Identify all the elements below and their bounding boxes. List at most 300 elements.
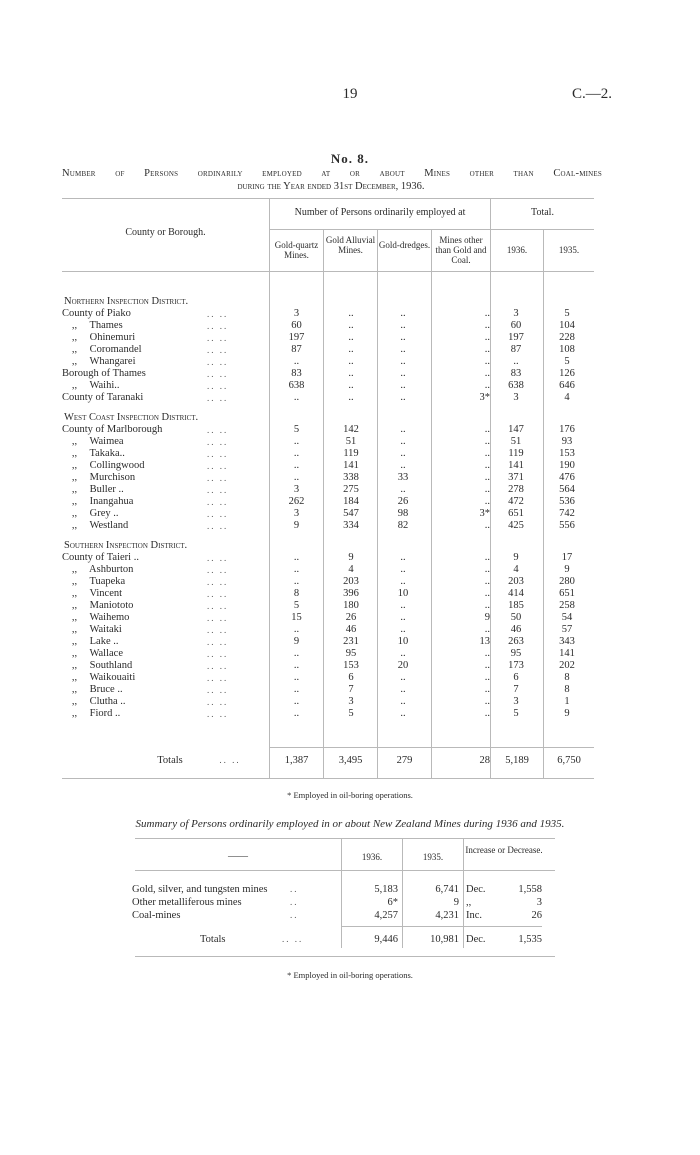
total-1936-cell: 46 (510, 624, 522, 635)
county-header: County or Borough. (125, 227, 206, 238)
table-row (62, 612, 592, 624)
county-name: Fiord .. (89, 708, 121, 719)
gold-alluvial-cell: .. (348, 332, 354, 343)
totals-dots: .. .. (219, 755, 241, 765)
county-prefix: County of (62, 552, 105, 563)
mines-other-cell: .. (484, 496, 490, 507)
gold-dredges-cell: .. (400, 332, 406, 343)
gold-alluvial-cell: 334 (343, 520, 359, 531)
table-row (62, 564, 592, 576)
table-row (62, 576, 592, 588)
total-1936-cell: 651 (508, 508, 524, 519)
summary-leader-dots: .. (290, 884, 299, 894)
total-1936-cell: 203 (508, 576, 524, 587)
table-row (62, 552, 592, 564)
mines-other-cell: .. (484, 344, 490, 355)
county-name-cell (62, 424, 207, 436)
county-prefix: ,, (71, 624, 78, 635)
gold-quartz-cell: 197 (288, 332, 305, 343)
county-name-cell (62, 636, 207, 648)
summary-header-rule (135, 870, 555, 871)
county-name: Clutha .. (89, 696, 126, 707)
gold-alluvial-cell: 4 (348, 564, 354, 575)
gold-quartz-cell: 3 (293, 484, 300, 495)
leader-dots: .. .. (207, 393, 229, 403)
total-1935-cell: 108 (559, 344, 575, 355)
gold-quartz-cell: .. (293, 660, 300, 671)
table-row (62, 508, 592, 520)
gold-dredges-cell: .. (400, 368, 406, 379)
mines-other-cell: .. (484, 356, 490, 367)
table-row (62, 460, 592, 472)
gold-alluvial-cell: 184 (343, 496, 359, 507)
table-row (62, 484, 592, 496)
county-name: Bruce .. (89, 684, 123, 695)
gold-alluvial-cell: .. (348, 380, 354, 391)
summary-totals-1936: 9,446 (374, 934, 398, 945)
gold-quartz-cell: .. (293, 436, 300, 447)
county-name-cell (62, 588, 207, 600)
county-prefix: County of (62, 392, 105, 403)
total-1935-cell: 17 (561, 552, 573, 563)
leader-dots: .. .. (207, 521, 229, 531)
county-name-cell (62, 648, 207, 660)
gold-quartz-cell: 83 (291, 368, 302, 379)
leader-dots: .. .. (207, 697, 229, 707)
leader-dots: .. .. (207, 577, 229, 587)
total-1935-cell: 141 (559, 648, 575, 659)
mines-other-cell: .. (484, 436, 490, 447)
leader-dots: .. .. (207, 589, 229, 599)
gold-alluvial-cell: 396 (343, 588, 359, 599)
table-row (62, 472, 592, 484)
mines-other-cell: .. (484, 424, 490, 435)
total-1936-cell: .. (513, 356, 519, 367)
leader-dots: .. .. (207, 425, 229, 435)
gold-quartz-cell: .. (293, 708, 300, 719)
gold-alluvial-cell: .. (348, 320, 354, 331)
gold-alluvial-cell: 95 (345, 648, 357, 659)
gold-quartz-cell: .. (293, 576, 300, 587)
summary-row-1935: 6,741 (435, 884, 459, 895)
mines-other-cell: .. (484, 564, 490, 575)
total-1935-cell: 742 (559, 508, 575, 519)
gold-dredges-cell: .. (400, 564, 406, 575)
gold-dredges-cell: .. (400, 308, 406, 319)
total-1936-header: 1936. (506, 245, 528, 255)
county-name-cell (62, 380, 207, 392)
summary-leader-dots: .. (290, 910, 299, 920)
county-prefix: ,, (71, 612, 78, 623)
section-heading: West Coast Inspection District. (64, 412, 199, 423)
gold-dredges-cell: .. (400, 436, 406, 447)
total-1936-cell: 119 (508, 448, 524, 459)
total-1935-cell: 5 (564, 308, 570, 319)
county-name-cell (62, 484, 207, 496)
county-prefix: ,, (71, 484, 78, 495)
total-1936-cell: 83 (510, 368, 522, 379)
mines-other-cell: 3* (479, 508, 490, 519)
header-bottom-rule (62, 271, 594, 272)
mines-other-cell: .. (484, 520, 490, 531)
gold-alluvial-cell: 7 (348, 684, 354, 695)
gold-dredges-cell: 98 (397, 508, 409, 519)
totals-1935: 6,750 (557, 755, 581, 766)
total-1936-cell: 5 (513, 708, 519, 719)
summary-row-1936: 6* (387, 897, 398, 908)
county-name: Vincent (89, 588, 123, 599)
county-name: Lake .. (89, 636, 119, 647)
county-prefix: Borough of (62, 368, 111, 379)
county-name: Inangahua (89, 496, 134, 507)
gold-dredges-cell: 26 (397, 496, 409, 507)
county-name-cell (62, 672, 207, 684)
totals-rule (270, 747, 594, 748)
county-name: Whangarei (89, 356, 136, 367)
gold-dredges-cell: .. (400, 684, 406, 695)
mines-other-cell: .. (484, 484, 490, 495)
table-row (62, 636, 592, 648)
county-name: Collingwood (89, 460, 145, 471)
gold-dredges-cell: .. (400, 612, 406, 623)
gold-dredges-cell: .. (400, 696, 406, 707)
section-heading-row (62, 540, 592, 552)
total-1935-cell: 536 (559, 496, 575, 507)
table-row (62, 520, 592, 532)
total-1936-cell: 9 (513, 552, 519, 563)
total-1936-cell: 147 (508, 424, 524, 435)
section-gap (62, 404, 592, 412)
gold-quartz-cell: 3 (293, 508, 300, 519)
county-prefix: ,, (71, 472, 78, 483)
mines-other-cell: .. (484, 368, 490, 379)
county-name: Waikouaiti (89, 672, 136, 683)
gold-alluvial-cell: 142 (343, 424, 359, 435)
summary-totals-1935: 10,981 (430, 934, 459, 945)
total-1935-cell: 8 (564, 684, 570, 695)
gold-quartz-cell: 5 (293, 600, 300, 611)
county-name-cell (62, 520, 207, 532)
summary-row-direction: ,, (466, 897, 472, 908)
table-row (62, 660, 592, 672)
table-row (62, 448, 592, 460)
county-name: Takaka.. (89, 448, 125, 459)
county-name: Wallace (89, 648, 123, 659)
mines-other-cell: .. (484, 672, 490, 683)
table-row (62, 356, 592, 368)
gold-alluvial-cell: 338 (343, 472, 359, 483)
summary-totals-rule (342, 926, 542, 927)
mines-other-cell: .. (484, 648, 490, 659)
county-prefix: ,, (71, 588, 78, 599)
gold-alluvial-cell: .. (348, 308, 354, 319)
total-1935-cell: 104 (559, 320, 575, 331)
county-name: Murchison (89, 472, 136, 483)
total-1935-cell: 153 (559, 448, 575, 459)
county-name-cell (62, 708, 207, 720)
total-1935-cell: 93 (561, 436, 573, 447)
table-row (62, 684, 592, 696)
mines-other-cell: .. (484, 588, 490, 599)
mines-other-cell: .. (484, 600, 490, 611)
leader-dots: .. .. (207, 565, 229, 575)
leader-dots: .. .. (207, 625, 229, 635)
county-prefix: ,, (71, 448, 78, 459)
county-name: Buller .. (89, 484, 124, 495)
county-name: Thames (112, 368, 146, 379)
gold-dredges-cell: .. (400, 672, 406, 683)
leader-dots: .. .. (207, 685, 229, 695)
table-row (62, 648, 592, 660)
total-1936-cell: 6 (513, 672, 519, 683)
total-1936-cell: 263 (508, 636, 524, 647)
county-name-cell (62, 308, 207, 320)
table-title-line1: Number of Persons ordinarily employed at or about Mines other than Coal-mines (62, 168, 602, 179)
county-name-cell (62, 564, 207, 576)
table-row (62, 308, 592, 320)
leader-dots: .. .. (207, 613, 229, 623)
county-name: Waihi.. (89, 380, 120, 391)
total-1936-cell: 7 (513, 684, 519, 695)
total-1936-cell: 51 (510, 436, 522, 447)
gold-dredges-cell: .. (400, 424, 406, 435)
summary-totals-direction: Dec. (466, 934, 486, 945)
total-1935-cell: 5 (564, 356, 570, 367)
county-name-cell (62, 472, 207, 484)
totals-1936: 5,189 (505, 755, 529, 766)
total-1935-cell: 9 (564, 564, 570, 575)
total-1936-cell: 141 (508, 460, 524, 471)
gold-quartz-header: Gold-quartz Mines. (274, 240, 319, 260)
total-1936-cell: 173 (508, 660, 524, 671)
gold-quartz-cell: .. (293, 696, 300, 707)
summary-bottom-rule (135, 956, 555, 957)
county-prefix: ,, (71, 636, 78, 647)
totals-gold-quartz: 1,387 (284, 755, 309, 766)
leader-dots: .. .. (207, 649, 229, 659)
table-row (62, 436, 592, 448)
summary-row-label: Other metalliferous mines (132, 897, 242, 908)
mines-other-cell: .. (484, 708, 490, 719)
table-row (62, 368, 592, 380)
summary-row-1936: 4,257 (374, 910, 398, 921)
mines-other-cell: 13 (479, 636, 490, 647)
mines-other-cell: .. (484, 448, 490, 459)
county-prefix: ,, (71, 660, 78, 671)
summary-row-1935: 9 (453, 897, 459, 908)
summary-leader-dots: .. (290, 897, 299, 907)
table-top-rule (62, 198, 594, 199)
county-prefix: ,, (71, 696, 78, 707)
leader-dots: .. .. (207, 497, 229, 507)
leader-dots: .. .. (207, 473, 229, 483)
gold-dredges-cell: .. (400, 344, 406, 355)
total-1936-cell: 371 (508, 472, 524, 483)
total-1935-cell: 258 (559, 600, 575, 611)
county-prefix: ,, (71, 672, 78, 683)
total-1936-cell: 95 (510, 648, 522, 659)
employed-group-header: Number of Persons ordinarily employed at (294, 207, 466, 218)
total-1935-header: 1935. (558, 245, 580, 255)
gold-dredges-cell: .. (400, 708, 406, 719)
table-row (62, 332, 592, 344)
leader-dots: .. .. (207, 437, 229, 447)
totals-gold-dredges: 279 (396, 755, 413, 766)
gold-alluvial-cell: .. (348, 392, 354, 403)
summary-row-direction: Inc. (466, 910, 483, 921)
county-prefix: ,, (71, 564, 78, 575)
gold-alluvial-cell: 26 (345, 612, 357, 623)
leader-dots: .. .. (207, 381, 229, 391)
summary-row-1935: 4,231 (435, 910, 459, 921)
total-1935-cell: 646 (559, 380, 575, 391)
section-heading: Northern Inspection District. (64, 296, 189, 307)
county-name-cell (62, 624, 207, 636)
total-1935-cell: 57 (561, 624, 573, 635)
county-prefix: ,, (71, 344, 78, 355)
summary-row-label: Coal-mines (132, 910, 181, 921)
county-prefix: ,, (71, 520, 78, 531)
gold-dredges-cell: 33 (397, 472, 409, 483)
mines-other-cell: .. (484, 696, 490, 707)
county-prefix: ,, (71, 320, 78, 331)
leader-dots: .. .. (207, 601, 229, 611)
table-number: No. 8. (330, 151, 370, 166)
leader-dots: .. .. (207, 709, 229, 719)
gold-quartz-cell: 9 (293, 636, 300, 647)
gold-alluvial-cell: 547 (343, 508, 359, 519)
summary-row-change: 26 (531, 910, 542, 921)
summary-row-direction: Dec. (466, 884, 486, 895)
table-row (62, 320, 592, 332)
gold-dredges-cell: .. (400, 356, 406, 367)
total-1935-cell: 54 (561, 612, 573, 623)
gold-quartz-cell: 9 (293, 520, 300, 531)
gold-dredges-cell: .. (400, 576, 406, 587)
county-prefix: County of (62, 424, 105, 435)
total-1935-cell: 190 (559, 460, 575, 471)
county-name-cell (62, 684, 207, 696)
gold-quartz-cell: .. (293, 564, 300, 575)
county-name: Marlborough (106, 424, 163, 435)
county-name: Maniototo (89, 600, 134, 611)
total-1936-cell: 185 (508, 600, 524, 611)
total-1936-cell: 4 (513, 564, 519, 575)
mines-other-cell: 3* (479, 392, 490, 403)
table-row (62, 496, 592, 508)
gold-alluvial-cell: 119 (343, 448, 359, 459)
mines-other-cell: .. (484, 660, 490, 671)
summary-1935-header: 1935. (422, 852, 444, 862)
gold-alluvial-cell: .. (348, 356, 354, 367)
gold-dredges-cell: .. (400, 448, 406, 459)
mines-other-header: Mines other than Gold and Coal. (435, 235, 487, 265)
summary-totals-label: Totals (200, 934, 226, 945)
county-name: Taranaki (106, 392, 144, 403)
gold-quartz-cell: .. (293, 684, 300, 695)
summary-1936-header: 1936. (361, 852, 383, 862)
total-1936-cell: 60 (510, 320, 522, 331)
county-prefix: County of (62, 308, 105, 319)
county-name: Thames (89, 320, 123, 331)
gold-dredges-cell: .. (400, 484, 406, 495)
summary-top-rule (135, 838, 555, 839)
summary-row-1936: 5,183 (374, 884, 398, 895)
total-1936-cell: 50 (510, 612, 522, 623)
county-name-cell (62, 356, 207, 368)
county-name-cell (62, 696, 207, 708)
county-name: Grey .. (89, 508, 119, 519)
section-heading-row (62, 296, 592, 308)
table-row (62, 344, 592, 356)
county-prefix: ,, (71, 708, 78, 719)
gold-quartz-cell: 8 (293, 588, 300, 599)
summary-totals-change: 1,535 (518, 934, 542, 945)
leader-dots: .. .. (207, 345, 229, 355)
mines-other-cell: 9 (484, 612, 490, 623)
gold-alluvial-cell: 51 (345, 436, 357, 447)
summary-row-label: Gold, silver, and tungsten mines (132, 884, 268, 895)
gold-dredges-cell: .. (400, 392, 406, 403)
summary-row-change: 3 (536, 897, 542, 908)
leader-dots: .. .. (207, 509, 229, 519)
county-prefix: ,, (71, 600, 78, 611)
total-1936-cell: 3 (513, 308, 519, 319)
table-title-line2: during the Year ended 31st December, 1936. (237, 181, 425, 192)
county-name-cell (62, 600, 207, 612)
gold-dredges-cell: 82 (397, 520, 409, 531)
gold-quartz-cell: .. (293, 624, 300, 635)
mines-table (62, 296, 592, 720)
page-reference: C.—2. (571, 86, 612, 102)
county-prefix: ,, (71, 648, 78, 659)
page-number: 19 (342, 86, 358, 102)
leader-dots: .. .. (207, 461, 229, 471)
total-1935-cell: 564 (559, 484, 575, 495)
county-name: Waitaki (89, 624, 122, 635)
totals-label: Totals (157, 755, 183, 766)
leader-dots: .. .. (207, 449, 229, 459)
table-row (62, 392, 592, 404)
summary-title: Summary of Persons ordinarily employed in or about New Zealand Mines during 1936 and 1935. (135, 818, 565, 830)
gold-quartz-cell: .. (293, 460, 300, 471)
total-1935-cell: 343 (559, 636, 575, 647)
county-prefix: ,, (71, 508, 78, 519)
gold-alluvial-cell: 203 (343, 576, 359, 587)
summary-totals-dots: .. .. (282, 934, 304, 944)
table-row (62, 588, 592, 600)
table-body (62, 296, 592, 720)
county-name: Coromandel (89, 344, 142, 355)
gold-alluvial-cell: 275 (343, 484, 359, 495)
county-name-cell (62, 320, 207, 332)
total-1936-cell: 3 (513, 696, 519, 707)
gold-dredges-cell: .. (400, 624, 406, 635)
county-name-cell (62, 460, 207, 472)
county-prefix: ,, (71, 332, 78, 343)
gold-dredges-cell: .. (400, 600, 406, 611)
county-name-cell (62, 576, 207, 588)
gold-quartz-cell: 87 (291, 344, 302, 355)
county-prefix: ,, (71, 496, 78, 507)
gold-alluvial-cell: 9 (348, 552, 354, 563)
mines-other-cell: .. (484, 624, 490, 635)
summary-footnote: * Employed in oil-boring operations. (287, 970, 413, 980)
county-name: Taieri .. (106, 552, 139, 563)
total-1936-cell: 87 (510, 344, 522, 355)
county-name-cell (62, 508, 207, 520)
gold-alluvial-cell: .. (348, 368, 354, 379)
